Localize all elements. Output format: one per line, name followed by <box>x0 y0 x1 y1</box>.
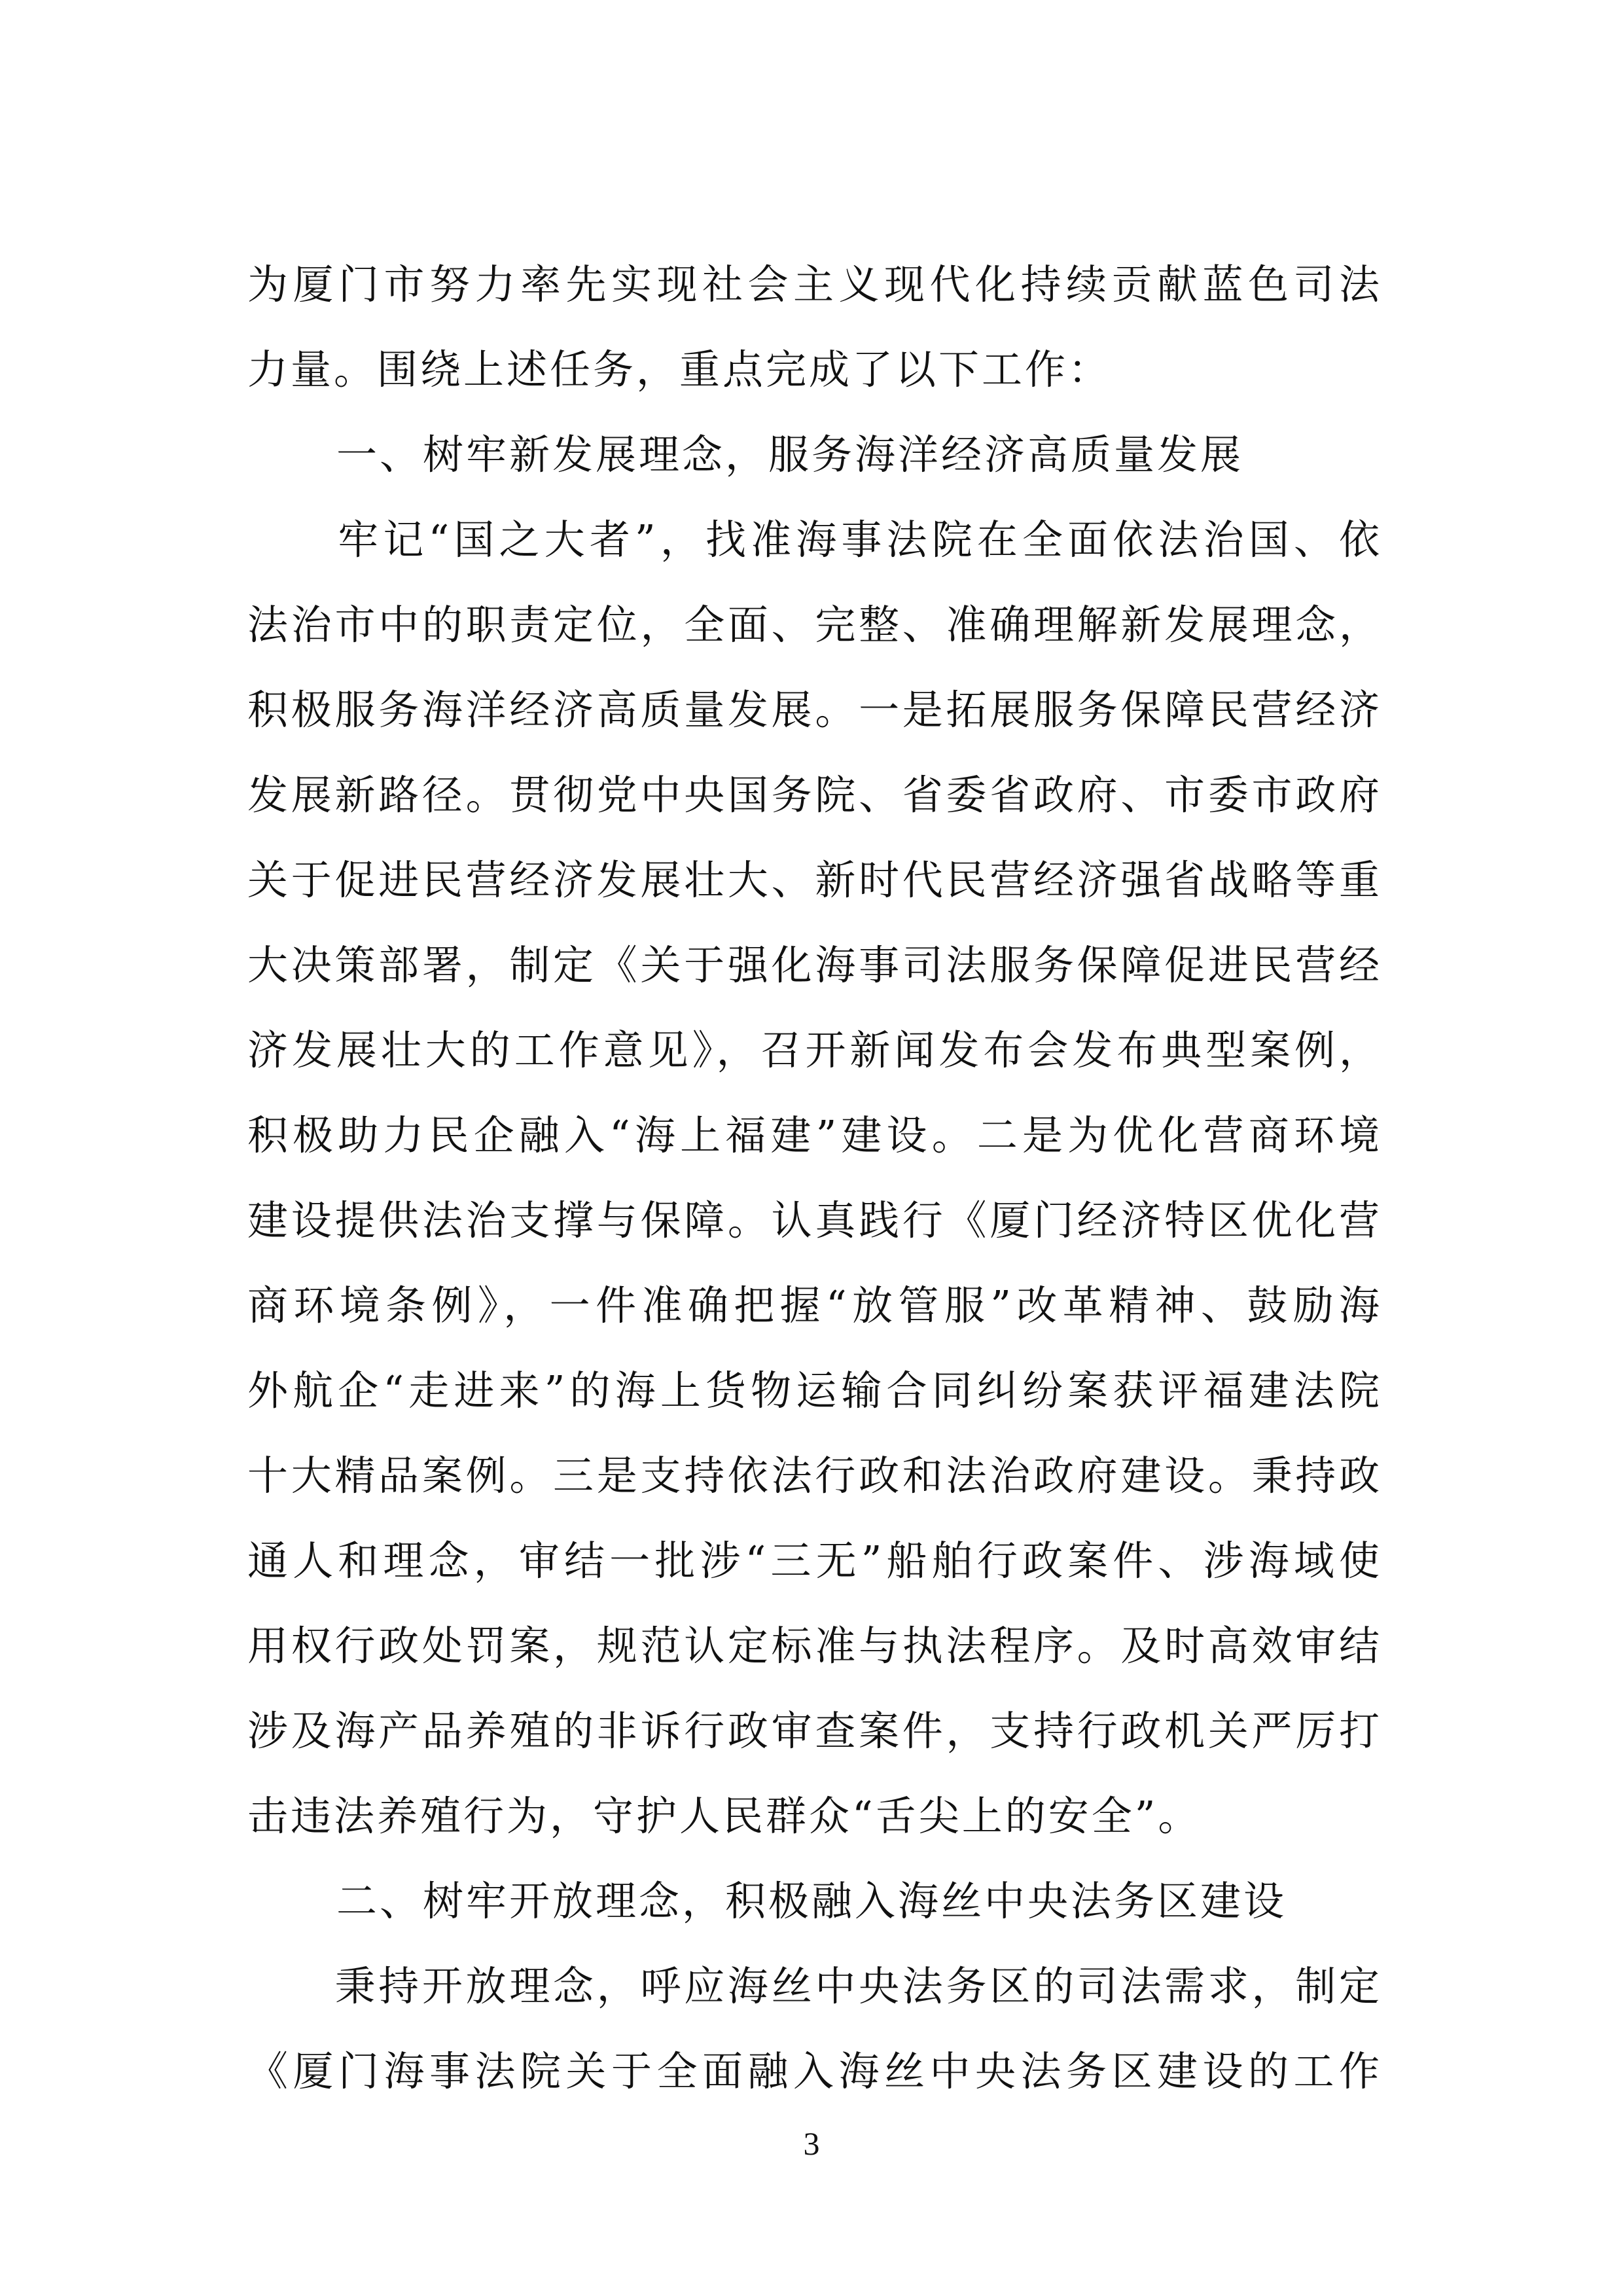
text-line: 建设提供法治支撑与保障。认真践行《厦门经济特区优化营 <box>247 1196 1380 1244</box>
text-line: 通人和理念，审结一批涉“三无”船舶行政案件、涉海域使 <box>247 1537 1380 1585</box>
text-line: 《厦门海事法院关于全面融入海丝中央法务区建设的工作 <box>247 2047 1380 2095</box>
text-line: 发展新路径。贯彻党中央国务院、省委省政府、市委市政府 <box>247 771 1380 819</box>
text-line: 为厦门市努力率先实现社会主义现代化持续贡献蓝色司法 <box>247 260 1380 308</box>
text-line: 用权行政处罚案，规范认定标准与执法程序。及时高效审结 <box>247 1622 1380 1670</box>
text-line: 涉及海产品养殖的非诉行政审查案件，支持行政机关严厉打 <box>247 1707 1380 1755</box>
text-line: 关于促进民营经济发展壮大、新时代民营经济强省战略等重 <box>247 856 1380 904</box>
text-line: 法治市中的职责定位，全面、完整、准确理解新发展理念， <box>247 601 1380 649</box>
text-line: 外航企“走进来”的海上货物运输合同纠纷案获评福建法院 <box>247 1367 1380 1414</box>
text-line: 商环境条例》，一件准确把握“放管服”改革精神、鼓励海 <box>247 1282 1380 1329</box>
text-line: 大决策部署，制定《关于强化海事司法服务保障促进民营经 <box>247 941 1380 989</box>
section-heading: 二、树牢开放理念，积极融入海丝中央法务区建设 <box>336 1877 1287 1925</box>
text-line: 击违法养殖行为，守护人民群众“舌尖上的安全”。 <box>247 1792 1202 1840</box>
text-line: 济发展壮大的工作意见》，召开新闻发布会发布典型案例， <box>247 1026 1380 1074</box>
text-line: 秉持开放理念，呼应海丝中央法务区的司法需求，制定 <box>247 1962 1380 2010</box>
section-heading: 一、树牢新发展理念，服务海洋经济高质量发展 <box>336 431 1244 478</box>
text-line: 十大精品案例。三是支持依法行政和法治政府建设。秉持政 <box>247 1452 1380 1499</box>
text-line: 力量。围绕上述任务，重点完成了以下工作： <box>247 346 1112 393</box>
page-number: 3 <box>803 2125 820 2162</box>
text-line: 积极助力民企融入“海上福建”建设。二是为优化营商环境 <box>247 1111 1380 1159</box>
text-line: 积极服务海洋经济高质量发展。一是拓展服务保障民营经济 <box>247 686 1380 734</box>
document-body <box>247 242 1380 2114</box>
text-line: 牢记“国之大者”，找准海事法院在全面依法治国、依 <box>247 516 1380 564</box>
